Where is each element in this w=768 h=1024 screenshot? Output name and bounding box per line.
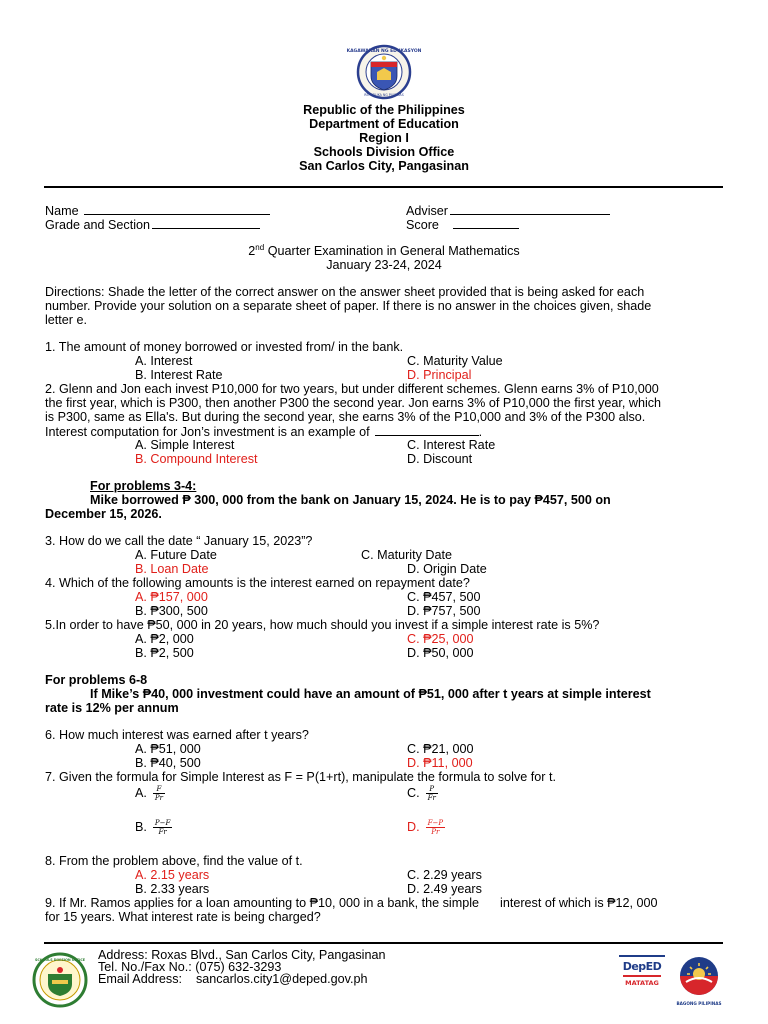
q5-choice-c-answer[interactable]: C. ₱25, 000 (407, 632, 474, 646)
deped-logo-text: DepED (622, 960, 662, 973)
q3-choice-a[interactable]: A. Future Date (135, 548, 217, 562)
q9-line-1: 9. If Mr. Ramos applies for a loan amounting to ₱10, 000 in a bank, the simple interest of which is ₱12, 000 (45, 896, 658, 910)
footer-email[interactable]: sancarlos.city1@deped.gov.ph (196, 972, 368, 986)
q4-choice-c[interactable]: C. ₱457, 500 (407, 590, 481, 604)
q8-choice-d[interactable]: D. 2.49 years (407, 882, 482, 896)
q7-c-label: C. (407, 785, 420, 800)
name-label: Name (45, 204, 79, 218)
q4-choice-b[interactable]: B. ₱300, 500 (135, 604, 208, 618)
q5-choice-d[interactable]: D. ₱50, 000 (407, 646, 474, 660)
q7-d-numerator: F−P (427, 819, 444, 827)
grade-field[interactable] (45, 217, 260, 232)
footer-email-label: Email Address: (98, 972, 182, 986)
q4-stem: 4. Which of the following amounts is the interest earned on repayment date? (45, 576, 470, 590)
group-2-heading: For problems 6-8 (45, 673, 148, 687)
q5-choice-b[interactable]: B. ₱2, 500 (135, 646, 194, 660)
q7-c-denominator: Fr (427, 794, 436, 802)
q7-d-label: D. (407, 819, 420, 834)
q1-choice-c[interactable]: C. Maturity Value (407, 354, 503, 368)
q8-choice-c[interactable]: C. 2.29 years (407, 868, 482, 882)
group-2-line-1: If Mike’s ₱40, 000 investment could have an amount of ₱51, 000 after t years at simple interest (90, 687, 651, 701)
q3-choice-c[interactable]: C. Maturity Date (361, 548, 452, 562)
q1-choice-a[interactable]: A. Interest (135, 354, 193, 368)
q7-stem: 7. Given the formula for Simple Interest as F = P(1+rt), manipulate the formula to solve for t. (45, 770, 556, 784)
footer-address: Address: Roxas Blvd., San Carlos City, Pangasinan (98, 948, 386, 962)
q7-choice-d-answer[interactable] (407, 819, 445, 836)
q7-choice-c[interactable] (407, 785, 438, 802)
q7-choice-b[interactable] (135, 819, 172, 836)
group-1-line-1: Mike borrowed ₱ 300, 000 from the bank on January 15, 2024. He is to pay ₱457, 500 on (90, 493, 611, 507)
grade-blank[interactable] (152, 217, 260, 229)
q6-choice-b[interactable]: B. ₱40, 500 (135, 756, 201, 770)
directions-line-1: Directions: Shade the letter of the correct answer on the answer sheet provided that is being asked for each (45, 285, 645, 299)
name-blank[interactable] (84, 203, 270, 215)
q6-choice-c[interactable]: C. ₱21, 000 (407, 742, 474, 756)
q4-choice-d[interactable]: D. ₱757, 500 (407, 604, 481, 618)
header-division: Schools Division Office (313, 145, 455, 159)
score-label: Score (406, 218, 439, 232)
q7-a-denominator: Pr (154, 794, 163, 802)
adviser-blank[interactable] (450, 203, 610, 215)
q2-answer-blank[interactable] (375, 424, 479, 436)
q2-choice-d[interactable]: D. Discount (407, 452, 473, 466)
score-blank[interactable] (453, 217, 519, 229)
exam-title-text: Quarter Examination in General Mathematics (264, 244, 520, 258)
division-seal-text: SCHOOLS DIVISION OFFICE (34, 958, 86, 962)
grade-label: Grade and Section (45, 218, 151, 232)
q2-line-4-end: . (478, 425, 483, 439)
quarter-suffix: nd (255, 242, 265, 252)
deped-logo-underline (623, 975, 661, 977)
group-1-line-2: December 15, 2026. (45, 507, 162, 521)
exam-title (0, 244, 768, 258)
q4-choice-a-answer[interactable]: A. ₱157, 000 (135, 590, 208, 604)
header-city: San Carlos City, Pangasinan (299, 159, 469, 173)
deped-matatag-logo (619, 955, 665, 987)
q7-c-numerator: P (426, 785, 438, 794)
q7-a-fraction (153, 785, 165, 802)
footer-divider (44, 942, 723, 944)
directions-line-2: number. Provide your solution on a separate sheet of paper. If there is no answer in the choices given, shade (45, 299, 652, 313)
exam-date: January 23-24, 2024 (326, 258, 442, 272)
bagong-pilipinas-text: BAGONG PILIPINAS (676, 1001, 722, 1006)
q2-line-4 (45, 424, 482, 439)
q2-line-2: the first year, which is P300, then another P300 the second year. Jon earns 3% of P10,000 the first year, which (45, 396, 662, 410)
header-divider (44, 186, 723, 188)
q7-d-denominator: Pr (431, 828, 440, 836)
header-region: Region I (359, 131, 409, 145)
quarter-number: 2 (248, 244, 256, 258)
q2-choice-a[interactable]: A. Simple Interest (135, 438, 235, 452)
q3-stem: 3. How do we call the date “ January 15, 2023”? (45, 534, 313, 548)
q7-b-fraction (153, 819, 172, 836)
footer-tel: Tel. No./Fax No.: (075) 632-3293 (98, 960, 282, 974)
seal-text: KAGAWARAN NG EDUKASYON (347, 49, 421, 54)
q6-choice-d-answer[interactable]: D. ₱11, 000 (407, 756, 473, 770)
header-department: Department of Education (309, 117, 459, 131)
seal-subtext: REPUBLIKA NG PILIPINAS (364, 93, 404, 97)
q5-choice-a[interactable]: A. ₱2, 000 (135, 632, 194, 646)
adviser-label: Adviser (406, 204, 448, 218)
q2-choice-c[interactable]: C. Interest Rate (407, 438, 496, 452)
q6-choice-a[interactable]: A. ₱51, 000 (135, 742, 201, 756)
q2-choice-b-answer[interactable]: B. Compound Interest (135, 452, 258, 466)
score-field[interactable] (406, 217, 519, 232)
q9-line-2: for 15 years. What interest rate is being charged? (45, 910, 321, 924)
name-field[interactable] (45, 203, 270, 218)
q2-line-3: is P300, same as Ella's. But during the second year, she earns 3% of the P10,000 and 3% of the P300 also. (45, 410, 646, 424)
deped-logo-bar (619, 955, 665, 957)
q5-stem: 5.In order to have ₱50, 000 in 20 years, how much should you invest if a simple interest rate is 5%? (45, 618, 600, 632)
header-republic: Republic of the Philippines (303, 103, 465, 117)
q8-choice-b[interactable]: B. 2.33 years (135, 882, 210, 896)
q1-choice-b[interactable]: B. Interest Rate (135, 368, 223, 382)
q7-b-denominator: Fr (158, 828, 167, 836)
q3-choice-b-answer[interactable]: B. Loan Date (135, 562, 209, 576)
q6-stem: 6. How much interest was earned after t years? (45, 728, 309, 742)
group-1-heading: For problems 3-4: (90, 479, 197, 493)
bagong-pilipinas-logo-icon (672, 952, 726, 1008)
q7-a-label: A. (135, 785, 147, 800)
footer-email-row (98, 972, 367, 986)
q3-choice-d[interactable]: D. Origin Date (407, 562, 487, 576)
directions-line-3: letter e. (45, 313, 87, 327)
q7-b-numerator: P−F (154, 819, 171, 827)
division-seal-icon (30, 952, 90, 1008)
q2-line-1: 2. Glenn and Jon each invest P10,000 for two years, but under different schemes. Glenn earns 3% of P10,000 (45, 382, 659, 396)
adviser-field[interactable] (406, 203, 610, 218)
q7-b-label: B. (135, 819, 147, 834)
q8-choice-a-answer[interactable]: A. 2.15 years (135, 868, 210, 882)
q8-stem: 8. From the problem above, find the value of t. (45, 854, 303, 868)
q1-choice-d-answer[interactable]: D. Principal (407, 368, 472, 382)
group-2-line-2: rate is 12% per annum (45, 701, 179, 715)
matatag-text: MATATAG (625, 978, 659, 987)
q7-choice-a[interactable] (135, 785, 165, 802)
q7-a-numerator: F (153, 785, 165, 794)
q2-line-4-text: Interest computation for Jon’s investment is an example of (45, 425, 370, 439)
deped-seal-icon (347, 44, 421, 100)
q7-c-fraction (426, 785, 438, 802)
q1-stem: 1. The amount of money borrowed or invested from/ in the bank. (45, 340, 404, 354)
q7-d-fraction (426, 819, 445, 836)
